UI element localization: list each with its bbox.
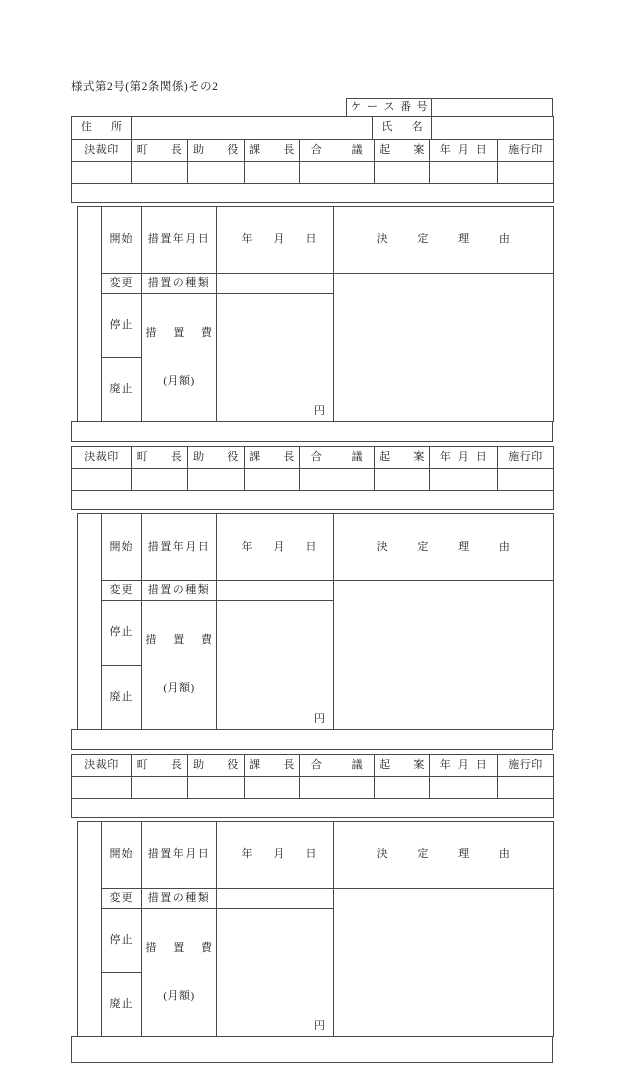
yen-unit-label: 円 bbox=[314, 405, 325, 418]
execution-seal-header: 施行印 bbox=[498, 754, 554, 776]
execution-seal-cell bbox=[498, 469, 554, 491]
measure-type-label: 措置の種類 bbox=[142, 888, 217, 908]
approval-seal-cell bbox=[72, 776, 132, 798]
action-stop-label: 停止 bbox=[102, 908, 142, 972]
yen-unit-label: 円 bbox=[314, 1020, 325, 1033]
deputy-seal-cell bbox=[188, 469, 245, 491]
measure-date-label: 措置年月日 bbox=[142, 514, 217, 581]
deputy-seal-cell bbox=[188, 776, 245, 798]
approval-seal-header: 決裁印 bbox=[72, 754, 132, 776]
address-value-cell bbox=[132, 117, 373, 140]
notes-strip bbox=[71, 1036, 553, 1063]
decision-block bbox=[71, 139, 553, 442]
measure-cost-value-cell bbox=[217, 908, 334, 1037]
consultation-header: 合 議 bbox=[300, 447, 375, 469]
section-chief-header: 課 長 bbox=[245, 447, 300, 469]
approval-date-cell bbox=[430, 776, 498, 798]
drafter-seal-cell bbox=[375, 162, 430, 184]
action-stop-label: 停止 bbox=[102, 601, 142, 665]
drafter-header: 起 案 bbox=[375, 447, 430, 469]
approval-table bbox=[71, 139, 554, 203]
approval-date-cell bbox=[430, 469, 498, 491]
measure-type-value-cell bbox=[217, 273, 334, 293]
deputy-mayor-header: 助 役 bbox=[188, 447, 245, 469]
measure-type-value-cell bbox=[217, 888, 334, 908]
notes-strip bbox=[71, 729, 553, 750]
measure-date-value-cell bbox=[217, 821, 334, 888]
deputy-seal-cell bbox=[188, 162, 245, 184]
consult-seal-cell bbox=[300, 469, 375, 491]
measure-cost-label-line2: (月額) bbox=[163, 682, 195, 695]
measure-cost-label bbox=[142, 293, 217, 422]
day-placeholder: 日 bbox=[305, 233, 317, 246]
approval-date-cell bbox=[430, 162, 498, 184]
case-number-label: ケ ー ス 番 号 bbox=[347, 99, 432, 117]
address-label: 住 所 bbox=[72, 117, 132, 140]
decision-reason-header: 決 定 理 由 bbox=[334, 514, 554, 581]
measure-date-label: 措置年月日 bbox=[142, 821, 217, 888]
action-start-label: 開始 bbox=[102, 514, 142, 581]
consult-seal-cell bbox=[300, 162, 375, 184]
consult-seal-cell bbox=[300, 776, 375, 798]
measure-date-value-cell bbox=[217, 207, 334, 274]
measure-table bbox=[77, 821, 554, 1037]
drafter-header: 起 案 bbox=[375, 140, 430, 162]
chief-seal-cell bbox=[245, 469, 300, 491]
measure-type-label: 措置の種類 bbox=[142, 581, 217, 601]
date-header: 年 月 日 bbox=[430, 754, 498, 776]
month-placeholder: 月 bbox=[273, 540, 285, 553]
approval-seal-header: 決裁印 bbox=[72, 140, 132, 162]
execution-seal-header: 施行印 bbox=[498, 140, 554, 162]
measure-type-value-cell bbox=[217, 581, 334, 601]
measure-date-value-cell bbox=[217, 514, 334, 581]
case-number-value-cell bbox=[432, 99, 553, 117]
yen-unit-label: 円 bbox=[314, 712, 325, 725]
measure-cost-label bbox=[142, 908, 217, 1037]
decision-reason-header: 決 定 理 由 bbox=[334, 207, 554, 274]
decision-reason-value-cell bbox=[334, 581, 554, 730]
measure-cost-label-line1: 措 置 費 bbox=[145, 941, 213, 954]
identity-table bbox=[71, 116, 554, 140]
decision-block bbox=[71, 754, 553, 1063]
approval-seal-header: 決裁印 bbox=[72, 447, 132, 469]
mayor-seal-cell bbox=[132, 776, 188, 798]
drafter-seal-cell bbox=[375, 469, 430, 491]
decision-block bbox=[71, 446, 553, 749]
month-placeholder: 月 bbox=[273, 233, 285, 246]
case-number-table bbox=[346, 98, 553, 117]
measure-cost-value-cell bbox=[217, 601, 334, 730]
name-value-cell bbox=[432, 117, 554, 140]
approval-seal-cell bbox=[72, 162, 132, 184]
approval-note-row bbox=[72, 798, 554, 817]
action-abolish-label: 廃止 bbox=[102, 973, 142, 1037]
consultation-header: 合 議 bbox=[300, 754, 375, 776]
approval-note-row bbox=[72, 491, 554, 510]
execution-seal-cell bbox=[498, 162, 554, 184]
mayor-header: 町 長 bbox=[132, 754, 188, 776]
measure-type-label: 措置の種類 bbox=[142, 273, 217, 293]
decision-reason-value-cell bbox=[334, 888, 554, 1037]
measure-cost-label-line2: (月額) bbox=[163, 989, 195, 1002]
measure-date-label: 措置年月日 bbox=[142, 207, 217, 274]
drafter-seal-cell bbox=[375, 776, 430, 798]
execution-seal-header: 施行印 bbox=[498, 447, 554, 469]
deputy-mayor-header: 助 役 bbox=[188, 754, 245, 776]
approval-table bbox=[71, 446, 554, 510]
approval-table bbox=[71, 754, 554, 818]
action-start-label: 開始 bbox=[102, 207, 142, 274]
section-chief-header: 課 長 bbox=[245, 140, 300, 162]
execution-seal-cell bbox=[498, 776, 554, 798]
mayor-header: 町 長 bbox=[132, 140, 188, 162]
name-label: 氏 名 bbox=[373, 117, 432, 140]
measure-margin-cell bbox=[78, 207, 102, 422]
measure-cost-label bbox=[142, 601, 217, 730]
section-chief-header: 課 長 bbox=[245, 754, 300, 776]
year-placeholder: 年 bbox=[241, 540, 253, 553]
year-placeholder: 年 bbox=[241, 233, 253, 246]
decision-reason-header: 決 定 理 由 bbox=[334, 821, 554, 888]
measure-margin-cell bbox=[78, 514, 102, 729]
action-stop-label: 停止 bbox=[102, 293, 142, 357]
action-change-label: 変更 bbox=[102, 581, 142, 601]
page-title: 様式第2号(第2条関係)その2 bbox=[71, 81, 219, 93]
date-header: 年 月 日 bbox=[430, 447, 498, 469]
drafter-header: 起 案 bbox=[375, 754, 430, 776]
mayor-header: 町 長 bbox=[132, 447, 188, 469]
mayor-seal-cell bbox=[132, 162, 188, 184]
approval-seal-cell bbox=[72, 469, 132, 491]
month-placeholder: 月 bbox=[273, 848, 285, 861]
consultation-header: 合 議 bbox=[300, 140, 375, 162]
action-abolish-label: 廃止 bbox=[102, 665, 142, 729]
measure-cost-label-line1: 措 置 費 bbox=[145, 634, 213, 647]
decision-blocks bbox=[71, 139, 553, 1063]
chief-seal-cell bbox=[245, 162, 300, 184]
year-placeholder: 年 bbox=[241, 848, 253, 861]
day-placeholder: 日 bbox=[305, 848, 317, 861]
measure-cost-label-line1: 措 置 費 bbox=[145, 326, 213, 339]
measure-table bbox=[77, 206, 554, 422]
notes-strip bbox=[71, 421, 553, 442]
approval-note-row bbox=[72, 184, 554, 203]
action-start-label: 開始 bbox=[102, 821, 142, 888]
measure-margin-cell bbox=[78, 821, 102, 1036]
date-header: 年 月 日 bbox=[430, 140, 498, 162]
decision-reason-value-cell bbox=[334, 273, 554, 422]
measure-cost-value-cell bbox=[217, 293, 334, 422]
deputy-mayor-header: 助 役 bbox=[188, 140, 245, 162]
action-change-label: 変更 bbox=[102, 273, 142, 293]
action-change-label: 変更 bbox=[102, 888, 142, 908]
measure-table bbox=[77, 513, 554, 729]
day-placeholder: 日 bbox=[305, 540, 317, 553]
chief-seal-cell bbox=[245, 776, 300, 798]
mayor-seal-cell bbox=[132, 469, 188, 491]
action-abolish-label: 廃止 bbox=[102, 358, 142, 422]
measure-cost-label-line2: (月額) bbox=[163, 374, 195, 387]
